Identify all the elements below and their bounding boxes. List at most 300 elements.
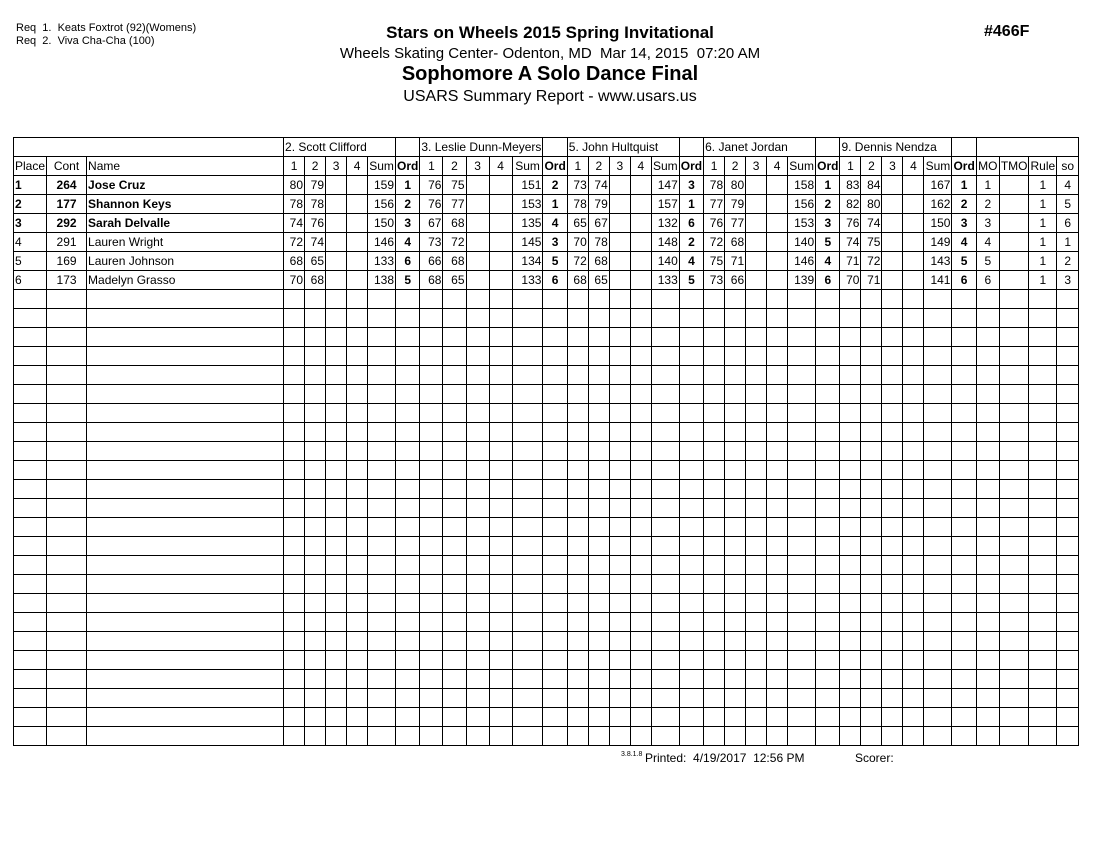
cell-so: 1 — [1057, 233, 1079, 252]
cell-judge5-score1 — [840, 461, 861, 480]
cell-rule — [1029, 309, 1057, 328]
cell-judge3-score4 — [630, 480, 651, 499]
cell-judge1-ord — [396, 708, 420, 727]
judge-row-left-spacer — [14, 138, 284, 157]
cell-judge3-sum — [651, 404, 679, 423]
cell-judge2-score3 — [466, 404, 489, 423]
cell-place — [14, 537, 47, 556]
cell-judge4-score4 — [767, 689, 788, 708]
cell-judge2-score2 — [443, 632, 466, 651]
cell-judge2-score4 — [489, 176, 512, 195]
cell-judge4-ord — [816, 347, 840, 366]
cell-judge1-score3 — [326, 518, 347, 537]
cell-judge5-score2 — [861, 575, 882, 594]
cell-judge4-score2: 71 — [725, 252, 746, 271]
cell-judge1-score3 — [326, 271, 347, 290]
cell-judge5-ord — [952, 689, 976, 708]
cell-place — [14, 651, 47, 670]
cell-judge4-score2 — [725, 727, 746, 746]
cell-judge3-sum: 157 — [651, 195, 679, 214]
cell-cont — [47, 347, 87, 366]
header-judge5-score1: 1 — [840, 157, 861, 176]
cell-judge1-score1 — [284, 575, 305, 594]
cell-judge1-score4 — [347, 708, 368, 727]
cell-judge4-score3 — [746, 556, 767, 575]
cell-judge3-score1 — [567, 613, 588, 632]
cell-judge5-score2: 72 — [861, 252, 882, 271]
header-judge2-score4: 4 — [489, 157, 512, 176]
cell-judge1-score4 — [347, 651, 368, 670]
cell-judge1-score4 — [347, 385, 368, 404]
cell-judge3-score1 — [567, 689, 588, 708]
cell-judge3-ord — [679, 556, 703, 575]
cell-rule — [1029, 461, 1057, 480]
cell-judge3-sum — [651, 689, 679, 708]
cell-judge2-score3 — [466, 233, 489, 252]
header-judge5-ord: Ord — [952, 157, 976, 176]
cell-judge3-ord — [679, 537, 703, 556]
cell-judge1-score1 — [284, 651, 305, 670]
cell-judge1-score2 — [305, 442, 326, 461]
cell-judge5-score2 — [861, 689, 882, 708]
cell-judge3-score2 — [588, 708, 609, 727]
required-dance-2: Req 2. Viva Cha-Cha (100) — [16, 35, 155, 47]
cell-judge2-ord — [543, 404, 567, 423]
cell-judge3-sum — [651, 366, 679, 385]
cell-judge5-score4 — [903, 347, 924, 366]
cell-cont — [47, 404, 87, 423]
cell-mo — [976, 594, 999, 613]
cell-judge4-score3 — [746, 366, 767, 385]
empty-row — [14, 651, 1079, 670]
cell-cont — [47, 556, 87, 575]
cell-judge1-score1 — [284, 290, 305, 309]
cell-judge2-score3 — [466, 632, 489, 651]
cell-judge2-score3 — [466, 670, 489, 689]
cell-mo — [976, 708, 999, 727]
cell-judge2-ord — [543, 442, 567, 461]
cell-judge1-sum — [368, 518, 396, 537]
cell-judge2-score2: 75 — [443, 176, 466, 195]
cell-judge1-sum — [368, 556, 396, 575]
cell-tmo — [999, 708, 1029, 727]
cell-judge5-score3 — [882, 632, 903, 651]
header-name: Name — [87, 157, 284, 176]
cell-cont: 177 — [47, 195, 87, 214]
cell-so: 6 — [1057, 214, 1079, 233]
cell-rule — [1029, 556, 1057, 575]
header-judge2-sum: Sum — [512, 157, 543, 176]
cell-judge5-score3 — [882, 499, 903, 518]
empty-row — [14, 347, 1079, 366]
header-judge1-score3: 3 — [326, 157, 347, 176]
cell-judge3-score4 — [630, 290, 651, 309]
cell-judge3-score1 — [567, 347, 588, 366]
cell-judge3-score2: 67 — [588, 214, 609, 233]
cell-judge3-score4 — [630, 233, 651, 252]
cell-judge1-sum: 159 — [368, 176, 396, 195]
cell-judge5-sum — [924, 404, 952, 423]
cell-judge5-score3 — [882, 347, 903, 366]
cell-judge2-ord: 1 — [543, 195, 567, 214]
cell-judge1-score4 — [347, 480, 368, 499]
cell-judge1-score2 — [305, 613, 326, 632]
cell-place — [14, 480, 47, 499]
cell-judge2-ord — [543, 632, 567, 651]
cell-judge3-score1 — [567, 537, 588, 556]
cell-judge5-score4 — [903, 670, 924, 689]
cell-judge2-score2 — [443, 385, 466, 404]
cell-judge4-score1 — [704, 480, 725, 499]
cell-judge2-score1 — [420, 632, 443, 651]
cell-judge5-sum — [924, 499, 952, 518]
cell-judge1-score3 — [326, 233, 347, 252]
cell-judge3-score3 — [609, 670, 630, 689]
table-row — [14, 195, 1079, 214]
cell-judge2-ord — [543, 575, 567, 594]
cell-judge5-ord — [952, 461, 976, 480]
cell-mo — [976, 328, 999, 347]
cell-judge4-sum — [788, 328, 816, 347]
cell-judge3-ord: 4 — [679, 252, 703, 271]
cell-rule — [1029, 632, 1057, 651]
cell-judge4-score3 — [746, 518, 767, 537]
cell-place — [14, 632, 47, 651]
cell-judge3-score1 — [567, 708, 588, 727]
cell-judge5-score1 — [840, 328, 861, 347]
cell-judge3-ord — [679, 613, 703, 632]
cell-cont — [47, 537, 87, 556]
venue-date-line: Wheels Skating Center- Odenton, MD Mar 14, 2015 07:20 AM — [339, 45, 761, 62]
cell-judge4-score1 — [704, 347, 725, 366]
cell-judge1-ord — [396, 575, 420, 594]
cell-judge3-score3 — [609, 309, 630, 328]
cell-judge3-score1 — [567, 442, 588, 461]
cell-judge4-score2 — [725, 556, 746, 575]
cell-mo — [976, 423, 999, 442]
cell-judge5-sum — [924, 461, 952, 480]
cell-judge4-score2 — [725, 290, 746, 309]
cell-judge3-ord — [679, 290, 703, 309]
cell-judge3-ord — [679, 309, 703, 328]
cell-judge1-score4 — [347, 594, 368, 613]
cell-place — [14, 347, 47, 366]
cell-judge2-score4 — [489, 423, 512, 442]
cell-tmo — [999, 309, 1029, 328]
cell-judge2-sum — [512, 442, 543, 461]
cell-so — [1057, 632, 1079, 651]
empty-row — [14, 537, 1079, 556]
cell-judge1-score3 — [326, 347, 347, 366]
cell-judge2-score4 — [489, 499, 512, 518]
cell-rule — [1029, 575, 1057, 594]
cell-judge2-score3 — [466, 613, 489, 632]
cell-tmo — [999, 328, 1029, 347]
cell-judge5-score3 — [882, 404, 903, 423]
cell-so — [1057, 366, 1079, 385]
cell-judge2-sum — [512, 708, 543, 727]
cell-judge5-score1 — [840, 309, 861, 328]
cell-judge4-score4 — [767, 594, 788, 613]
cell-judge2-score4 — [489, 461, 512, 480]
cell-judge2-ord — [543, 556, 567, 575]
cell-judge5-ord — [952, 575, 976, 594]
cell-name: Sarah Delvalle — [87, 214, 284, 233]
cell-judge5-score2 — [861, 290, 882, 309]
header-judge2-ord: Ord — [543, 157, 567, 176]
cell-judge1-sum — [368, 632, 396, 651]
cell-judge5-ord — [952, 670, 976, 689]
cell-judge3-score1 — [567, 594, 588, 613]
cell-judge4-sum — [788, 613, 816, 632]
cell-judge1-ord — [396, 423, 420, 442]
cell-judge3-score4 — [630, 366, 651, 385]
cell-judge4-score4 — [767, 556, 788, 575]
cell-judge2-score4 — [489, 347, 512, 366]
cell-judge4-ord — [816, 594, 840, 613]
cell-judge5-ord: 6 — [952, 271, 976, 290]
cell-judge4-ord — [816, 518, 840, 537]
cell-judge4-score1: 73 — [704, 271, 725, 290]
cell-judge1-sum: 150 — [368, 214, 396, 233]
cell-judge1-score1 — [284, 366, 305, 385]
cell-judge4-score3 — [746, 423, 767, 442]
cell-judge5-sum — [924, 309, 952, 328]
cell-name — [87, 651, 284, 670]
cell-judge3-sum — [651, 442, 679, 461]
cell-judge2-score3 — [466, 214, 489, 233]
header-judge2-score3: 3 — [466, 157, 489, 176]
cell-judge3-sum — [651, 575, 679, 594]
cell-judge1-score3 — [326, 366, 347, 385]
cell-tmo — [999, 518, 1029, 537]
cell-judge3-score2: 79 — [588, 195, 609, 214]
cell-so — [1057, 727, 1079, 746]
cell-judge5-score2 — [861, 670, 882, 689]
cell-judge1-sum — [368, 708, 396, 727]
cell-judge3-sum — [651, 537, 679, 556]
cell-judge5-score3 — [882, 594, 903, 613]
cell-judge5-score1: 83 — [840, 176, 861, 195]
empty-row — [14, 575, 1079, 594]
cell-judge1-score3 — [326, 727, 347, 746]
cell-judge3-score1 — [567, 328, 588, 347]
cell-judge5-score2 — [861, 328, 882, 347]
cell-judge5-score2: 84 — [861, 176, 882, 195]
cell-judge2-score2 — [443, 423, 466, 442]
cell-judge5-score2: 80 — [861, 195, 882, 214]
cell-place — [14, 575, 47, 594]
cell-judge3-score2 — [588, 423, 609, 442]
cell-cont — [47, 651, 87, 670]
cell-judge4-score3 — [746, 195, 767, 214]
cell-judge4-score3 — [746, 309, 767, 328]
cell-judge1-score2: 65 — [305, 252, 326, 271]
cell-name — [87, 613, 284, 632]
cell-judge1-sum — [368, 689, 396, 708]
cell-rule: 1 — [1029, 252, 1057, 271]
cell-judge4-score4 — [767, 480, 788, 499]
cell-cont: 169 — [47, 252, 87, 271]
cell-judge3-score3 — [609, 632, 630, 651]
cell-judge3-score1: 70 — [567, 233, 588, 252]
cell-so — [1057, 613, 1079, 632]
cell-judge3-score1 — [567, 575, 588, 594]
cell-judge3-score1 — [567, 461, 588, 480]
cell-judge4-score1 — [704, 499, 725, 518]
cell-judge1-sum — [368, 347, 396, 366]
cell-judge1-ord — [396, 632, 420, 651]
cell-judge5-sum — [924, 518, 952, 537]
cell-judge3-score2 — [588, 461, 609, 480]
cell-judge5-score1 — [840, 594, 861, 613]
cell-judge4-score2: 68 — [725, 233, 746, 252]
cell-place — [14, 689, 47, 708]
cell-judge4-score4 — [767, 537, 788, 556]
judge-row-ord-gap — [952, 138, 976, 157]
cell-judge5-score4 — [903, 233, 924, 252]
cell-judge4-score3 — [746, 271, 767, 290]
cell-so — [1057, 480, 1079, 499]
cell-mo — [976, 556, 999, 575]
cell-judge2-score2: 68 — [443, 214, 466, 233]
cell-rule: 1 — [1029, 214, 1057, 233]
cell-judge3-score3 — [609, 594, 630, 613]
cell-judge5-score1 — [840, 385, 861, 404]
cell-judge4-score1: 78 — [704, 176, 725, 195]
cell-judge3-sum — [651, 290, 679, 309]
cell-mo — [976, 461, 999, 480]
cell-tmo — [999, 442, 1029, 461]
cell-judge1-score3 — [326, 442, 347, 461]
cell-judge1-score4 — [347, 309, 368, 328]
cell-judge2-sum: 151 — [512, 176, 543, 195]
cell-judge3-score4 — [630, 651, 651, 670]
empty-row — [14, 670, 1079, 689]
cell-judge5-score2 — [861, 309, 882, 328]
cell-so — [1057, 499, 1079, 518]
cell-judge1-sum — [368, 423, 396, 442]
cell-judge3-sum — [651, 423, 679, 442]
cell-cont: 173 — [47, 271, 87, 290]
cell-judge5-score4 — [903, 176, 924, 195]
cell-judge4-sum — [788, 689, 816, 708]
cell-judge4-score3 — [746, 461, 767, 480]
cell-judge2-score3 — [466, 271, 489, 290]
cell-judge5-ord: 2 — [952, 195, 976, 214]
cell-judge5-ord — [952, 290, 976, 309]
cell-judge5-score4 — [903, 651, 924, 670]
cell-judge4-score4 — [767, 195, 788, 214]
cell-judge3-score4 — [630, 613, 651, 632]
cell-judge3-sum — [651, 670, 679, 689]
cell-judge1-score2: 79 — [305, 176, 326, 195]
cell-judge1-score2 — [305, 404, 326, 423]
cell-judge3-ord — [679, 480, 703, 499]
header-judge3-score3: 3 — [609, 157, 630, 176]
cell-judge2-score4 — [489, 727, 512, 746]
cell-judge2-score2 — [443, 366, 466, 385]
cell-judge1-score4 — [347, 271, 368, 290]
cell-judge3-score2 — [588, 670, 609, 689]
cell-judge4-ord: 6 — [816, 271, 840, 290]
cell-judge3-sum — [651, 594, 679, 613]
cell-so — [1057, 423, 1079, 442]
cell-judge4-score1 — [704, 385, 725, 404]
header-judge4-score3: 3 — [746, 157, 767, 176]
cell-judge4-ord: 5 — [816, 233, 840, 252]
cell-judge4-score3 — [746, 499, 767, 518]
cell-so — [1057, 309, 1079, 328]
cell-judge3-score1 — [567, 499, 588, 518]
cell-judge3-score1: 73 — [567, 176, 588, 195]
cell-judge2-score1 — [420, 594, 443, 613]
header-judge2-score2: 2 — [443, 157, 466, 176]
cell-judge4-ord — [816, 461, 840, 480]
cell-judge4-sum: 153 — [788, 214, 816, 233]
cell-judge2-score1 — [420, 727, 443, 746]
cell-so — [1057, 461, 1079, 480]
cell-judge2-sum — [512, 347, 543, 366]
cell-judge5-score3 — [882, 537, 903, 556]
cell-judge4-score4 — [767, 271, 788, 290]
cell-judge3-score3 — [609, 480, 630, 499]
cell-tmo — [999, 290, 1029, 309]
cell-judge4-ord — [816, 309, 840, 328]
cell-judge1-score1: 72 — [284, 233, 305, 252]
cell-judge5-score2: 71 — [861, 271, 882, 290]
cell-judge4-score4 — [767, 461, 788, 480]
cell-judge2-ord — [543, 613, 567, 632]
required-dance-1: Req 1. Keats Foxtrot (92)(Womens) — [16, 22, 197, 34]
cell-judge3-score1 — [567, 727, 588, 746]
cell-judge3-score3 — [609, 689, 630, 708]
cell-judge5-score3 — [882, 385, 903, 404]
cell-mo — [976, 575, 999, 594]
cell-judge4-score4 — [767, 309, 788, 328]
cell-so — [1057, 708, 1079, 727]
cell-judge4-sum: 156 — [788, 195, 816, 214]
cell-judge3-ord — [679, 404, 703, 423]
cell-judge2-score1 — [420, 423, 443, 442]
cell-judge3-score2 — [588, 347, 609, 366]
cell-judge2-score2 — [443, 727, 466, 746]
cell-judge5-score3 — [882, 518, 903, 537]
cell-judge5-ord — [952, 632, 976, 651]
cell-judge4-score1 — [704, 366, 725, 385]
cell-judge3-sum: 133 — [651, 271, 679, 290]
cell-judge4-sum — [788, 556, 816, 575]
cell-judge3-score2 — [588, 385, 609, 404]
cell-judge1-score4 — [347, 366, 368, 385]
empty-row — [14, 461, 1079, 480]
cell-judge4-sum — [788, 594, 816, 613]
cell-place — [14, 499, 47, 518]
printed-value: 4/19/2017 12:56 PM — [693, 751, 805, 765]
cell-judge4-score1 — [704, 689, 725, 708]
cell-judge2-score3 — [466, 727, 489, 746]
cell-rule: 1 — [1029, 233, 1057, 252]
cell-judge1-score4 — [347, 670, 368, 689]
cell-judge3-score2 — [588, 328, 609, 347]
cell-judge5-sum — [924, 442, 952, 461]
cell-judge1-score3 — [326, 290, 347, 309]
cell-judge3-score2: 68 — [588, 252, 609, 271]
cell-judge1-score3 — [326, 689, 347, 708]
cell-place — [14, 518, 47, 537]
cell-judge4-score3 — [746, 632, 767, 651]
cell-judge3-score2: 74 — [588, 176, 609, 195]
